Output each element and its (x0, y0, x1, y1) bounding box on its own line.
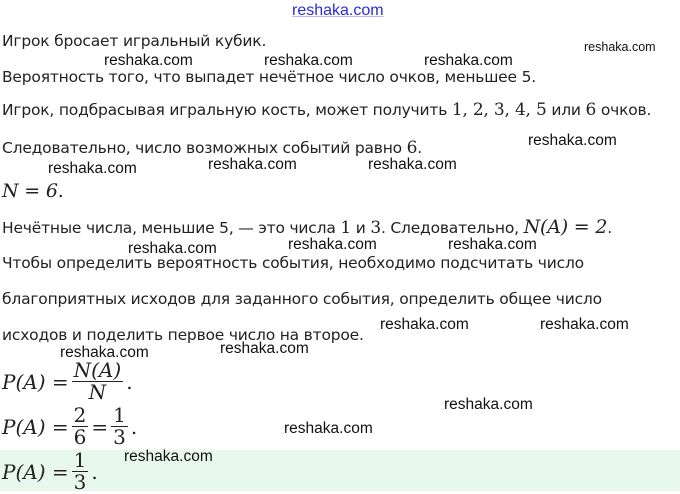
formula-n-equals: N = 6. (2, 180, 64, 202)
watermark: reshaka.com (128, 240, 217, 257)
formula2-equals: = (91, 414, 109, 439)
formula-probability-definition (2, 360, 133, 403)
outcomes-or: или (546, 101, 586, 119)
line-total-events (2, 138, 422, 158)
watermark: reshaka.com (60, 344, 149, 361)
watermark: reshaka.com (208, 156, 297, 173)
watermark-top[interactable]: reshaka.com (292, 2, 384, 19)
favorable-dot: . (607, 219, 612, 237)
watermark: reshaka.com (220, 340, 309, 357)
formula2-fraction-b (111, 405, 128, 448)
favorable-therefore: . Следовательно, (380, 219, 524, 237)
line-event-description: Вероятность того, что выпадет нечётное число очков, меньшее 5. (2, 68, 536, 86)
watermark: reshaka.com (284, 420, 373, 437)
formula1-dot: . (126, 369, 133, 394)
formula2-numerator-a: 2 (73, 403, 87, 427)
watermark: reshaka.com (380, 316, 469, 333)
answer-dot: . (91, 459, 98, 484)
formula1-fraction (72, 360, 124, 403)
watermark: reshaka.com (264, 52, 353, 69)
formula-probability-computation (2, 405, 137, 448)
formula1-lhs: P(A) = (2, 369, 69, 394)
total-events-number: 6 (406, 138, 418, 158)
favorable-na-formula: N(A) = 2 (523, 216, 608, 238)
total-events-dot: . (417, 139, 423, 157)
outcomes-six: 6 (585, 100, 597, 120)
formula1-denominator: N (88, 380, 107, 404)
watermark: reshaka.com (540, 316, 629, 333)
watermark: reshaka.com (528, 132, 617, 149)
watermark: reshaka.com (124, 448, 213, 465)
formula2-denominator-b: 3 (113, 425, 126, 449)
answer-highlight-box (0, 450, 680, 494)
favorable-and: и (350, 219, 371, 237)
outcomes-numbers: 1, 2, 3, 4, 5 (451, 100, 547, 120)
answer-fraction (72, 450, 89, 493)
line-favorable-outcomes (2, 216, 612, 238)
line-method-2: благоприятных исходов для заданного события, определить общее число (2, 290, 602, 308)
formula2-fraction-a (72, 405, 89, 448)
watermark: reshaka.com (104, 52, 193, 69)
formula2-dot: . (130, 414, 138, 439)
watermark: reshaka.com (368, 156, 457, 173)
line-problem-statement: Игрок бросает игральный кубик. (2, 32, 267, 50)
answer-lhs: P(A) = (2, 459, 69, 484)
line-method-1: Чтобы определить вероятность события, необходимо подсчитать число (2, 254, 584, 272)
total-events-text: Следовательно, число возможных событий равно (2, 139, 407, 157)
favorable-text: Нечётные числа, меньшие 5, — это числа (2, 219, 341, 237)
watermark: reshaka.com (584, 40, 656, 54)
watermark: reshaka.com (444, 396, 533, 413)
watermark: reshaka.com (48, 160, 137, 177)
formula-answer (2, 450, 98, 493)
favorable-three: 3 (370, 218, 381, 238)
favorable-one: 1 (340, 218, 351, 238)
formula2-lhs: P(A) = (2, 414, 69, 439)
outcomes-points: очков. (596, 101, 652, 119)
formula2-numerator-b: 1 (113, 403, 126, 427)
watermark: reshaka.com (424, 52, 513, 69)
answer-denominator: 3 (73, 470, 87, 494)
line-method-3: исходов и поделить первое число на второе. (2, 326, 364, 344)
formula1-numerator: N(A) (73, 358, 122, 382)
watermark: reshaka.com (288, 236, 377, 253)
answer-numerator: 1 (73, 448, 87, 472)
outcomes-text: Игрок, подбрасывая игральную кость, может получить (2, 101, 452, 119)
line-possible-outcomes (2, 100, 651, 120)
watermark: reshaka.com (448, 236, 537, 253)
formula2-denominator-a: 6 (73, 425, 87, 449)
